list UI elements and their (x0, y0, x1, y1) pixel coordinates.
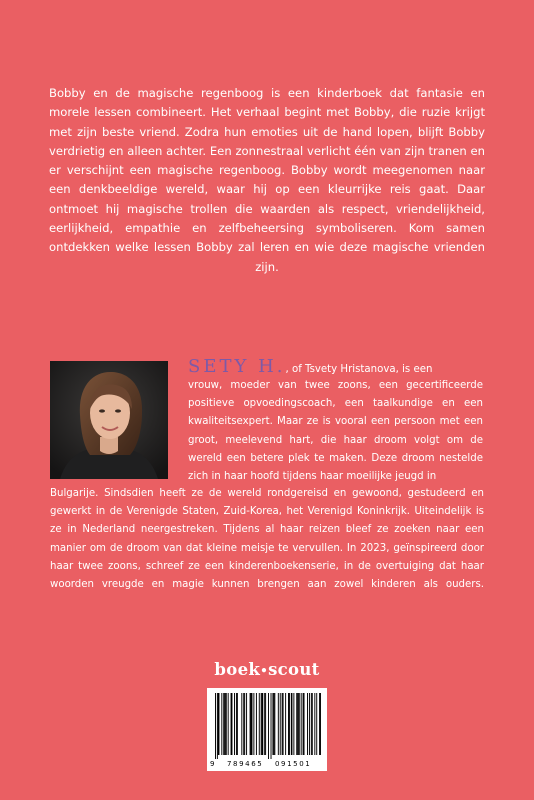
barcode-bar (223, 693, 224, 755)
barcode-bar (293, 693, 294, 755)
barcode-bar (283, 693, 284, 755)
barcode-bar (250, 693, 251, 755)
barcode-bar (311, 693, 312, 755)
barcode-bar (309, 693, 310, 755)
barcode-bar (225, 693, 227, 755)
barcode-bar (253, 693, 254, 755)
barcode-bar (314, 693, 315, 755)
barcode-bar (304, 693, 305, 755)
publisher-name-part1: boek (214, 660, 261, 679)
barcode-bar (256, 693, 257, 755)
barcode-bar (246, 693, 247, 755)
barcode-digits-right: 091501 (275, 760, 312, 768)
barcode-bar (319, 693, 320, 755)
barcode-bar (265, 693, 266, 755)
barcode-bar (252, 693, 253, 755)
barcode-bar (237, 693, 238, 755)
barcode-bar (243, 693, 244, 755)
barcode-bar (316, 693, 317, 755)
barcode-bar (221, 693, 222, 755)
barcode-bar (298, 693, 300, 755)
barcode-bar (231, 693, 232, 755)
barcode-bar (288, 693, 289, 755)
author-photo (50, 361, 168, 479)
barcode-bar (218, 693, 220, 755)
barcode-bar (236, 693, 237, 755)
barcode-bar (320, 693, 321, 755)
barcode-digit-first: 9 (210, 760, 215, 768)
barcode-bar (251, 693, 252, 755)
barcode-bar (241, 693, 242, 755)
barcode-bar (291, 693, 293, 755)
back-cover-blurb: Bobby en de magische regenboog is een kinderboek dat fantasie en morele lessen combineert. Het verhaal begint met Bobby, die ruzie krijgt met zijn beste vriend. Zodra hun emoties uit de hand lopen, blijft Bobby verdrietig en alleen achter. Een zonnestraal verlicht één van zijn tranen en er verschijnt een magische regenboog. Bobby wordt meegenomen naar een denkbeeldige wereld, waar hij op een kleurrijke reis gaat. Daar ontmoet hij magische trollen die waarden als respect, vriendelijkheid, eerlijkheid, empathie en zelfbeheersing symboliseren. Kom samen ontdekken welke lessen Bobby zal leren en wie deze magische vrienden zijn. (49, 86, 485, 274)
barcode-bar (217, 693, 218, 759)
author-intro-line (188, 358, 432, 379)
barcode-bar (215, 693, 216, 759)
barcode-bars (213, 693, 321, 759)
author-bio-full: Bulgarije. Sindsdien heeft ze de wereld rondgereisd en gewoond, gestudeerd en gewerkt in de Verenigde Staten, Zuid-Korea, het Verenigd Koninkrijk. Uiteindelijk is ze in Nederland neergestreken. Tijdens al haar reizen bleef ze zoeken naar een manier om de droom van dat kleine meisje te vervullen. In 2023, geïnspireerd door haar twee zoons, schreef ze een kinderenboekenserie, in de overtuiging dat haar woorden vreugde en magie kunnen brengen aan zowel kinderen als ouders. (50, 488, 484, 591)
barcode-bar (232, 693, 233, 755)
author-bio-side: vrouw, moeder van twee zoons, een gecertificeerde positieve opvoedingscoach, een taalkundige en een kwaliteitsexpert. Maar ze is vooral een persoon met een groot, meelevend hart, die haar droom volgt om de wereld een betere plek te maken. Deze droom nestelde zich in haar hoofd tijdens haar moeilijke jeugd in (188, 380, 483, 483)
barcode-bar (268, 693, 269, 759)
barcode-bar (264, 693, 265, 755)
barcode-bar (282, 693, 283, 755)
barcode-bar (312, 693, 313, 755)
barcode-bar (234, 693, 235, 755)
barcode-bar (301, 693, 302, 755)
barcode-bar (272, 693, 273, 755)
publisher-separator: • (260, 663, 269, 678)
barcode-bar (274, 693, 275, 755)
author-name: SETY H. (188, 356, 286, 377)
barcode-bar (297, 693, 298, 755)
isbn-barcode (207, 688, 327, 771)
barcode-bar (289, 693, 290, 755)
barcode-bar (307, 693, 308, 755)
barcode-bar (262, 693, 264, 755)
publisher-name-part2: scout (268, 660, 320, 679)
barcode-bar (273, 693, 274, 755)
author-portrait-icon (50, 361, 168, 479)
barcode-bar (271, 693, 272, 759)
barcode-digits-left: 789465 (227, 760, 264, 768)
barcode-bar (224, 693, 225, 755)
barcode-bar (303, 693, 304, 755)
barcode-bar (244, 693, 245, 755)
barcode-bar (259, 693, 260, 755)
barcode-bar (296, 693, 297, 755)
barcode-bar (280, 693, 281, 755)
author-intro: , of Tsvety Hristanova, is een (285, 364, 433, 375)
barcode-bar (261, 693, 262, 755)
barcode-bar (278, 693, 279, 755)
barcode-bar (228, 693, 229, 755)
barcode-bar (285, 693, 286, 755)
publisher-logo (214, 660, 320, 679)
